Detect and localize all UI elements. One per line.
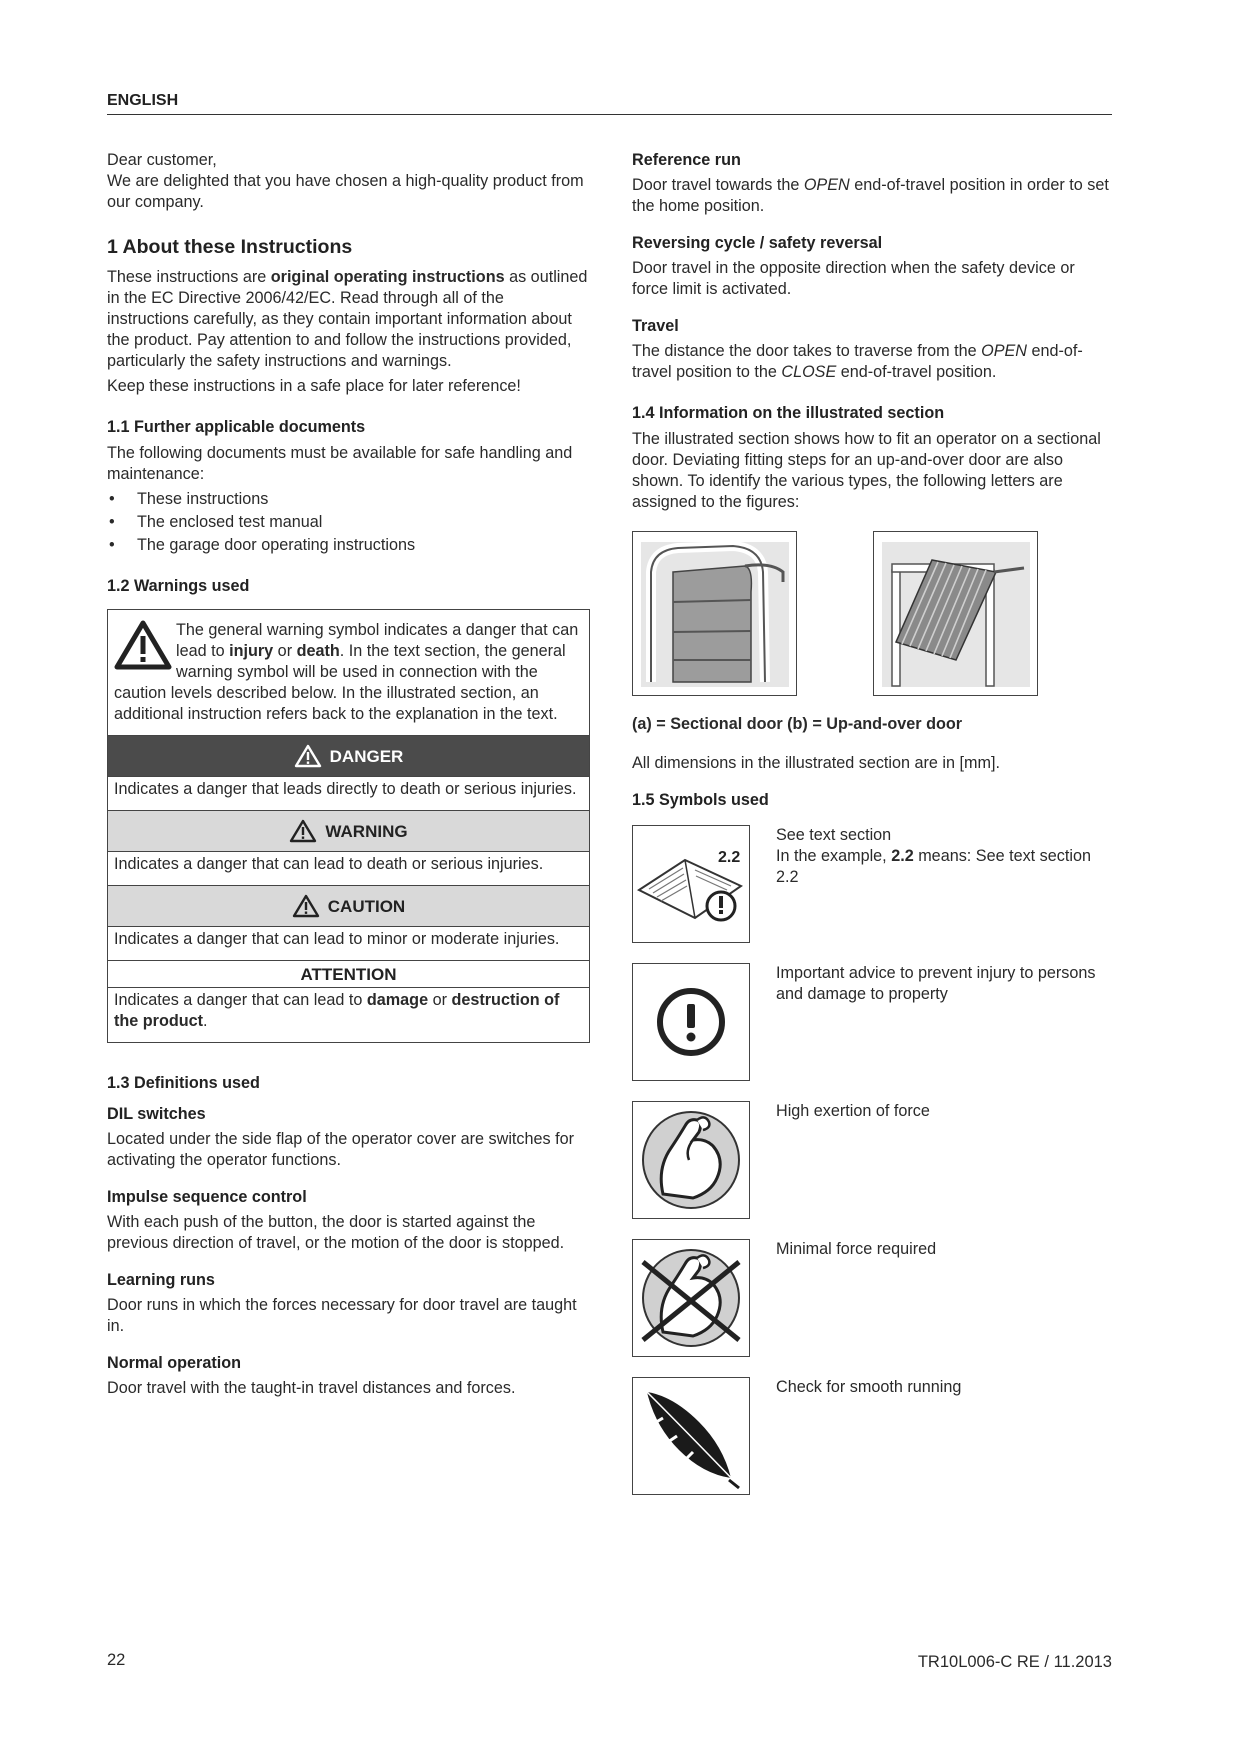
reversing-title: Reversing cycle / safety reversal xyxy=(632,234,883,252)
normal-text: Door travel with the taught-in travel distances and forces. xyxy=(107,1379,516,1397)
attention-label: ATTENTION xyxy=(300,964,397,984)
symbol-row-important-advice xyxy=(632,963,1112,1101)
greeting-line: We are delighted that you have chosen a high-quality product from our company. xyxy=(107,172,584,211)
section-1-3-title: 1.3 Definitions used xyxy=(107,1074,260,1092)
left-column xyxy=(107,150,590,1399)
list-item: • These instructions xyxy=(109,490,269,508)
symbol-description: Check for smooth running xyxy=(776,1378,962,1396)
symbol-description: High exertion of force xyxy=(776,1102,930,1120)
learning-title: Learning runs xyxy=(107,1271,215,1289)
sectional-door-image xyxy=(633,532,796,695)
exclamation-circle-icon xyxy=(633,964,749,1080)
symbol-row-minimal-force xyxy=(632,1239,1112,1377)
section-1-1-title: 1.1 Further applicable documents xyxy=(107,418,366,436)
warning-triangle-icon xyxy=(294,744,322,768)
caution-text: Indicates a danger that can lead to minor or moderate injuries. xyxy=(108,926,589,960)
section-1-title: 1 About these Instructions xyxy=(107,236,353,258)
flexed-arm-icon xyxy=(633,1102,749,1218)
warnings-table xyxy=(107,609,590,1043)
normal-title: Normal operation xyxy=(107,1354,242,1372)
danger-text: Indicates a danger that leads directly to death or serious injuries. xyxy=(108,776,589,810)
symbol-box xyxy=(632,1101,750,1219)
section-1-5-title: 1.5 Symbols used xyxy=(632,791,769,809)
attention-header xyxy=(108,960,589,987)
travel-text: The distance the door takes to traverse from the OPEN end-of-travel position to the CLOSE end-of-travel position. xyxy=(632,342,1083,381)
reference-run-text: Door travel towards the OPEN end-of-travel position in order to set the home position. xyxy=(632,176,1109,215)
symbol-row-high-force xyxy=(632,1101,1112,1239)
language-label: ENGLISH xyxy=(107,92,179,109)
feather-icon xyxy=(633,1378,749,1494)
up-and-over-door-figure xyxy=(873,531,1038,696)
attention-text: Indicates a danger that can lead to damage or destruction of the product. xyxy=(108,987,589,1042)
impulse-text: With each push of the button, the door is started against the previous direction of travel, or the motion of the door is stopped. xyxy=(107,1213,565,1252)
symbol-row-smooth-running xyxy=(632,1377,1112,1515)
section-1-4-title: 1.4 Information on the illustrated section xyxy=(632,404,945,422)
symbol-box xyxy=(632,825,750,943)
page-number: 22 xyxy=(107,1651,126,1669)
right-column xyxy=(632,150,1112,1515)
warning-triangle-icon xyxy=(114,620,172,670)
dil-title: DIL switches xyxy=(107,1105,206,1123)
warning-text: Indicates a danger that can lead to death or serious injuries. xyxy=(108,851,589,885)
door-figures xyxy=(632,531,1112,696)
section-1-4-text: The illustrated section shows how to fit an operator on a sectional door. Deviating fitting steps for an up-and-over door are also shown. To identify the various types, the following letters are assigned to the figures: xyxy=(632,430,1101,511)
symbol-description: Minimal force required xyxy=(776,1240,937,1258)
symbol-row-see-text xyxy=(632,825,1112,963)
open-book-icon xyxy=(633,826,749,942)
symbol-description: See text section In the example, 2.2 means: See text section 2.2 xyxy=(776,826,1091,886)
symbol-box xyxy=(632,1377,750,1495)
caution-label: CAUTION xyxy=(327,896,406,916)
dil-text: Located under the side flap of the operator cover are switches for activating the operator functions. xyxy=(107,1130,575,1169)
document-code: TR10L006-C RE / 11.2013 xyxy=(917,1653,1112,1671)
section-1-1-paragraph: The following documents must be available for safe handling and maintenance: xyxy=(107,444,573,483)
figure-caption: (a) = Sectional door (b) = Up-and-over door xyxy=(632,715,963,733)
warning-triangle-icon xyxy=(292,894,320,918)
greeting: Dear customer, xyxy=(107,151,217,169)
page-header xyxy=(107,90,1112,115)
general-warning-row: The general warning symbol indicates a danger that can lead to injury or death. In the text section, the general warning symbol will be used in connection with the caution levels described below. In the illustrated section, an additional instruction refers back to the explanation in the text. xyxy=(114,621,579,723)
documents-list xyxy=(107,489,590,556)
warning-triangle-icon xyxy=(289,819,317,843)
list-item: • The enclosed test manual xyxy=(109,513,323,531)
list-item: • The garage door operating instructions xyxy=(109,536,416,554)
section-1-2-title: 1.2 Warnings used xyxy=(107,577,250,595)
section-badge: 2.2 xyxy=(718,849,741,866)
symbol-box xyxy=(632,963,750,1081)
warning-label: WARNING xyxy=(325,821,408,841)
reversing-text: Door travel in the opposite direction when the safety device or force limit is activated. xyxy=(632,259,1075,298)
danger-header xyxy=(108,735,589,776)
section-1-paragraph: These instructions are original operating instructions as outlined in the EC Directive 2006/42/EC. Read through all of the instructions carefully, as they contain important information about the product. Pay attention to and follow the instructions provided, particularly the safety instructions and warnings. xyxy=(107,268,588,370)
symbol-box xyxy=(632,1239,750,1357)
dimensions-note: All dimensions in the illustrated section are in [mm]. xyxy=(632,754,1000,772)
up-and-over-door-image xyxy=(874,532,1037,695)
caution-header xyxy=(108,885,589,926)
section-1-keep-note: Keep these instructions in a safe place for later reference! xyxy=(107,377,521,395)
crossed-arm-icon xyxy=(633,1240,749,1356)
sectional-door-figure xyxy=(632,531,797,696)
danger-label: DANGER xyxy=(329,746,404,766)
travel-title: Travel xyxy=(632,317,679,335)
reference-run-title: Reference run xyxy=(632,151,741,169)
warning-header xyxy=(108,810,589,851)
symbols-list xyxy=(632,825,1112,1515)
symbol-description: Important advice to prevent injury to persons and damage to property xyxy=(776,964,1096,1003)
learning-text: Door runs in which the forces necessary for door travel are taught in. xyxy=(107,1296,577,1335)
impulse-title: Impulse sequence control xyxy=(107,1188,307,1206)
